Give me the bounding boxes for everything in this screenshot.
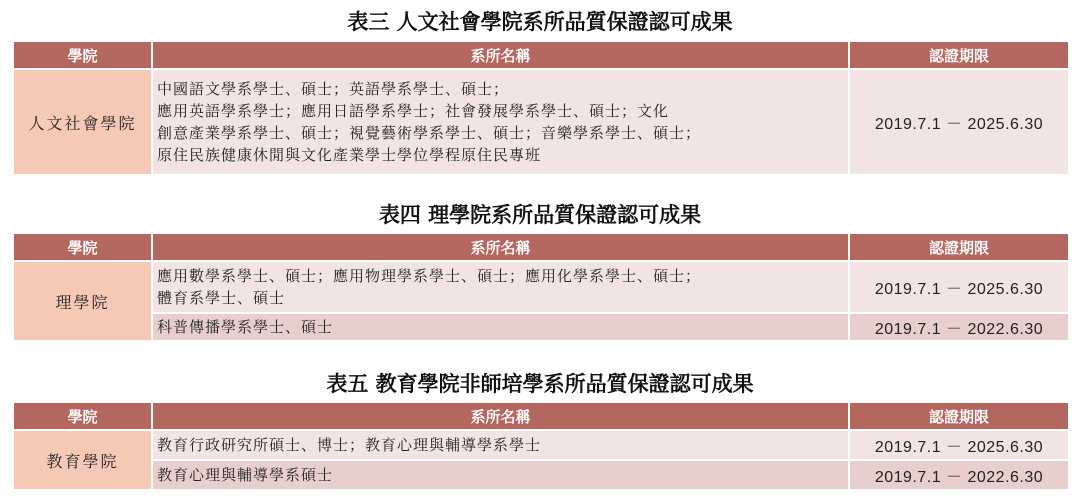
header-college: 學院 (14, 234, 151, 260)
table-row (14, 70, 1068, 174)
program-line: 體育系學士、碩士 (157, 289, 286, 307)
period-cell: 2019.7.1 － 2022.6.30 (850, 461, 1068, 489)
table-row (14, 314, 1068, 340)
accreditation-table (12, 232, 1070, 342)
college-cell: 教育學院 (14, 431, 151, 489)
period-cell: 2019.7.1 － 2025.6.30 (850, 431, 1068, 459)
program-line: 教育行政研究所碩士、博士；教育心理與輔導學系學士 (157, 436, 542, 454)
table-row (14, 431, 1068, 459)
table-title: 表四 理學院系所品質保證認可成果 (378, 203, 702, 227)
header-period: 認證期限 (850, 234, 1068, 260)
header-period: 認證期限 (850, 42, 1068, 68)
table-title: 表五 教育學院非師培學系所品質保證認可成果 (326, 372, 754, 396)
accreditation-table (12, 401, 1070, 491)
period-cell: 2019.7.1 － 2025.6.30 (850, 262, 1068, 312)
table-section-science (14, 201, 1066, 342)
program-line: 應用數學系學士、碩士；應用物理學系學士、碩士；應用化學系學士、碩士； (157, 267, 702, 285)
table-header-row (14, 42, 1068, 68)
programs-cell (153, 461, 848, 489)
program-line: 應用英語學系學士；應用日語學系學士；社會發展學系學士、碩士；文化 (157, 102, 670, 120)
header-college: 學院 (14, 42, 151, 68)
programs-cell (153, 70, 848, 174)
programs-cell (153, 431, 848, 459)
header-programs: 系所名稱 (153, 42, 848, 68)
program-line: 教育心理與輔導學系碩士 (157, 466, 334, 484)
period-cell: 2019.7.1 － 2022.6.30 (850, 314, 1068, 340)
programs-cell (153, 314, 848, 340)
header-programs: 系所名稱 (153, 403, 848, 429)
accreditation-table (12, 40, 1070, 176)
table-row (14, 461, 1068, 489)
program-line: 科普傳播學系學士、碩士 (157, 318, 334, 336)
program-line: 創意產業學系學士、碩士；視覺藝術學系學士、碩士；音樂學系學士、碩士； (157, 124, 702, 142)
college-cell: 人文社會學院 (14, 70, 151, 174)
table-row (14, 262, 1068, 312)
table-header-row (14, 234, 1068, 260)
table-section-education (14, 370, 1066, 491)
table-title: 表三 人文社會學院系所品質保證認可成果 (347, 10, 733, 34)
header-programs: 系所名稱 (153, 234, 848, 260)
program-line: 原住民族健康休閒與文化產業學士學位學程原住民專班 (157, 146, 542, 164)
table-header-row (14, 403, 1068, 429)
program-line: 中國語文學系學士、碩士；英語學系學士、碩士； (157, 80, 510, 98)
programs-cell (153, 262, 848, 312)
table-section-humanities (14, 8, 1066, 176)
header-college: 學院 (14, 403, 151, 429)
college-cell: 理學院 (14, 262, 151, 340)
header-period: 認證期限 (850, 403, 1068, 429)
period-cell: 2019.7.1 － 2025.6.30 (850, 70, 1068, 174)
